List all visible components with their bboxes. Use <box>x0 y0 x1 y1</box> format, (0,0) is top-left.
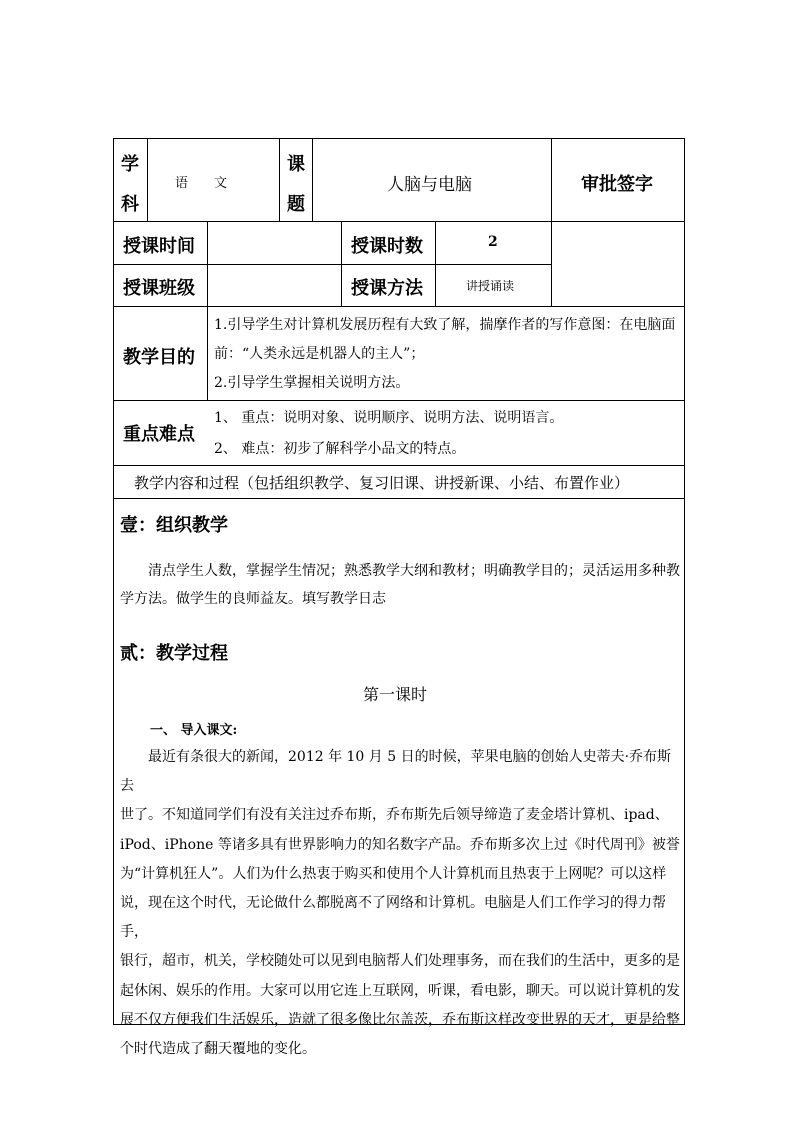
objectives-text <box>214 311 682 398</box>
column-divider <box>435 221 436 306</box>
key-points-line: 2、 难点：初步了解科学小品文的特点。 <box>214 441 466 457</box>
row-divider <box>113 498 685 499</box>
section2-line: 展不仅方便我们生活娱乐，造就了很多像比尔盖茨，乔布斯这样改变世界的天才，更是给整 <box>120 1011 680 1028</box>
column-divider <box>312 138 313 221</box>
column-divider <box>551 138 552 306</box>
section1-text <box>120 557 682 613</box>
topic-label-2: 题 <box>287 194 305 215</box>
time-label: 授课时间 <box>123 236 195 257</box>
method-label: 授课方法 <box>351 278 423 299</box>
key-points-line: 1、 重点：说明对象、说明顺序、说明方法、说明语言。 <box>214 410 564 426</box>
section1-line: 学方法。做学生的良师益友。填写教学日志 <box>120 591 386 607</box>
section2-line: 银行，超市，机关，学校随处可以见到电脑帮人们处理事务，而在我们的生活中，更多的是 <box>120 953 680 970</box>
key-points-label: 重点难点 <box>123 424 195 445</box>
objectives-label: 教学目的 <box>123 347 195 368</box>
section2-line: 世了。不知道同学们有没有关注过乔布斯，乔布斯先后领导缔造了麦金塔计算机、ipad、 <box>120 807 669 824</box>
subject-label-2: 科 <box>121 194 139 215</box>
class-label: 授课班级 <box>123 278 195 299</box>
objectives-line: 前：“人类永远是机器人的主人”； <box>214 346 425 362</box>
sub-title: 一、 导入课文: <box>150 723 238 738</box>
lesson-title: 第一课时 <box>363 685 428 704</box>
subject-value: 语 文 <box>175 176 228 191</box>
row-divider <box>113 400 685 401</box>
objectives-line: 2.引导学生掌握相关说明方法。 <box>214 375 410 391</box>
hours-value: 2 <box>488 234 498 250</box>
approval-label: 审批签字 <box>581 174 653 195</box>
key-points-text <box>214 403 682 465</box>
section1-title: 壹：组织教学 <box>120 515 228 536</box>
column-divider <box>207 221 208 400</box>
content-header: 教学内容和过程（包括组织教学、复习旧课、讲授新课、小结、布置作业） <box>134 474 630 492</box>
hours-label: 授课时数 <box>351 236 423 257</box>
row-divider <box>113 264 551 265</box>
column-divider <box>279 138 280 221</box>
row-divider <box>113 306 685 307</box>
section2-text <box>120 743 682 1064</box>
topic-label-1: 课 <box>287 154 305 175</box>
row-divider <box>113 221 685 222</box>
section2-line: 为“计算机狂人”。人们为什么热衷于购买和使用个人计算机而且热衷于上网呢？可以这样 <box>120 865 667 882</box>
subject-label-1: 学 <box>121 154 139 175</box>
section2-line: 说，现在这个时代，无论做什么都脱离不了网络和计算机。电脑是人们工作学习的得力帮手， <box>120 895 666 941</box>
section2-line: 个时代造成了翻天覆地的变化。 <box>120 1041 316 1058</box>
column-divider <box>147 138 148 221</box>
column-divider <box>341 221 342 306</box>
section2-line: 起休闲、娱乐的作用。大家可以用它连上互联网，听课，看电影，聊天。可以说计算机的发 <box>120 982 680 999</box>
section2-line: iPod、iPhone 等诸多具有世界影响力的知名数字产品。乔布斯多次上过《时代周刊》被誉 <box>120 836 680 853</box>
objectives-line: 1.引导学生对计算机发展历程有大致了解，揣摩作者的写作意图：在电脑面 <box>214 317 676 333</box>
section2-line: 最近有条很大的新闻，2012 年 10 月 5 日的时候，苹果电脑的创始人史蒂夫·乔布斯去 <box>120 749 672 795</box>
section2-title: 贰：教学过程 <box>120 643 228 664</box>
row-divider <box>113 465 685 466</box>
section1-line: 清点学生人数，掌握学生情况；熟悉教学大纲和教材；明确教学目的；灵活运用多种教 <box>148 563 680 579</box>
method-value: 讲授诵读 <box>466 279 515 293</box>
topic-value: 人脑与电脑 <box>387 175 472 195</box>
